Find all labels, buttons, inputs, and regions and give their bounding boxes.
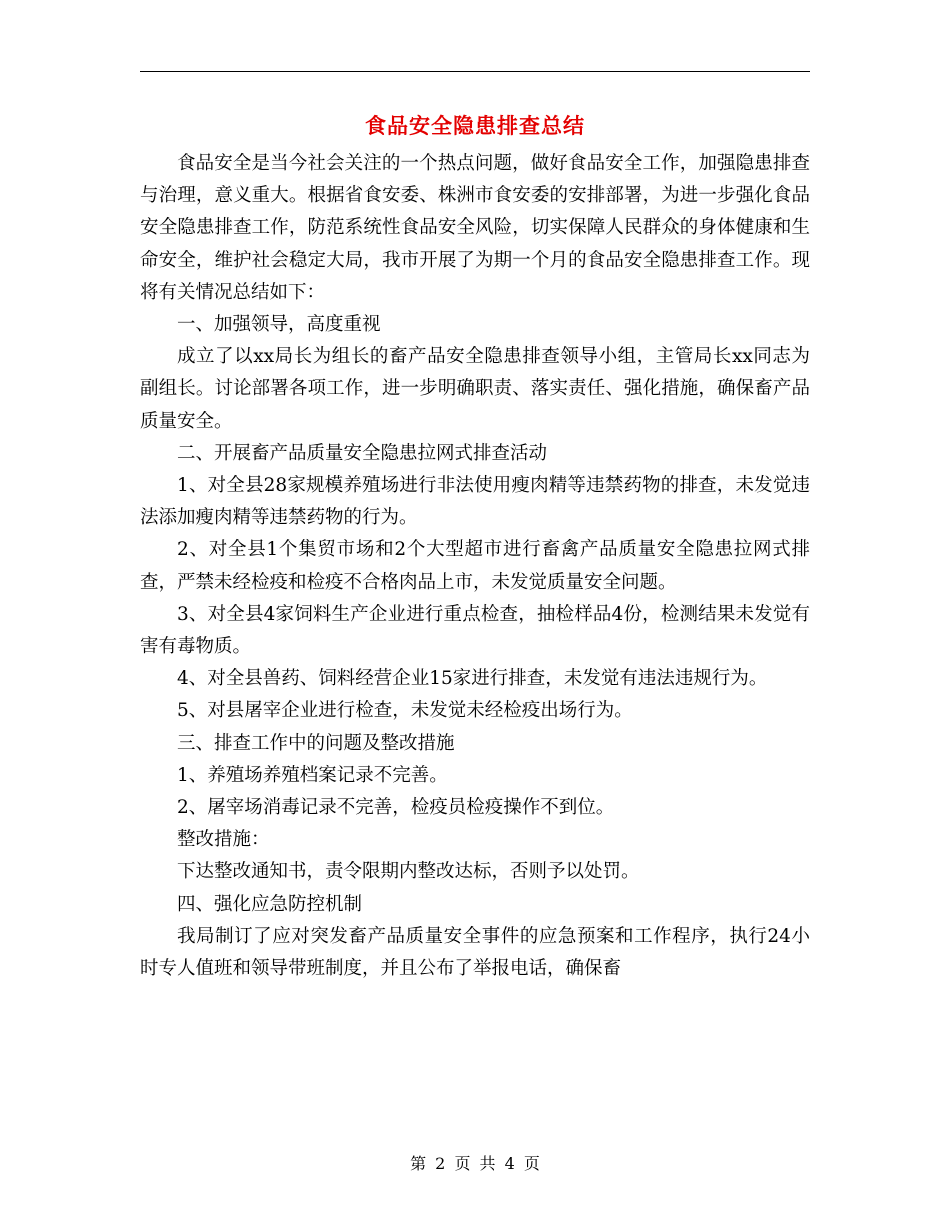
paragraph: 下达整改通知书，责令限期内整改达标，否则予以处罚。 [177, 861, 640, 883]
document-title: 食品安全隐患排查总结 [365, 114, 585, 138]
header-rule [140, 71, 810, 72]
section-heading-1: 一、加强领导，高度重视 [177, 314, 381, 336]
document-body [140, 148, 810, 985]
list-item: 1、对全县28家规模养殖场进行非法使用瘦肉精等违禁药物的排查，未发觉违法添加瘦肉精等违禁药物的行为。 [140, 475, 810, 529]
section-heading-4: 四、强化应急防控机制 [177, 893, 363, 915]
list-item: 4、对全县兽药、饲料经营企业15家进行排查，未发觉有违法违规行为。 [177, 668, 768, 690]
section-heading-2: 二、开展畜产品质量安全隐患拉网式排查活动 [177, 442, 548, 464]
list-item: 2、对全县1个集贸市场和2个大型超市进行畜禽产品质量安全隐患拉网式排查，严禁未经检疫和检疫不合格肉品上市，未发觉质量安全问题。 [140, 539, 810, 593]
subheading: 整改措施： [177, 829, 270, 851]
list-item: 3、对全县4家饲料生产企业进行重点检查，抽检样品4份，检测结果未发觉有害有毒物质。 [140, 603, 810, 658]
paragraph: 我局制订了应对突发畜产品质量安全事件的应急预案和工作程序，执行24小时专人值班和领导带班制度，并且公布了举报电话，确保畜 [140, 925, 810, 980]
list-item: 1、养殖场养殖档案记录不完善。 [177, 764, 448, 786]
list-item: 5、对县屠宰企业进行检查，未发觉未经检疫出场行为。 [177, 700, 633, 722]
list-item: 2、屠宰场消毒记录不完善，检疫员检疫操作不到位。 [177, 797, 615, 819]
paragraph: 成立了以xx局长为组长的畜产品安全隐患排查领导小组，主管局长xx同志为副组长。讨论部署各项工作，进一步明确职责、落实责任、强化措施，确保畜产品质量安全。 [140, 346, 810, 432]
paragraph-intro: 食品安全是当今社会关注的一个热点问题，做好食品安全工作，加强隐患排查与治理，意义重大。根据省食安委、株洲市食安委的安排部署，为进一步强化食品安全隐患排查工作，防范系统性食品安全风险，切实保障人民群众的身体健康和生命安全，维护社会稳定大局，我市开展了为期一个月的食品安全隐患排查工作。现将有关情况总结如下： [140, 153, 810, 303]
section-heading-3: 三、排查工作中的问题及整改措施 [177, 732, 455, 754]
page-number: 第 2 页 共 4 页 [410, 1154, 540, 1173]
